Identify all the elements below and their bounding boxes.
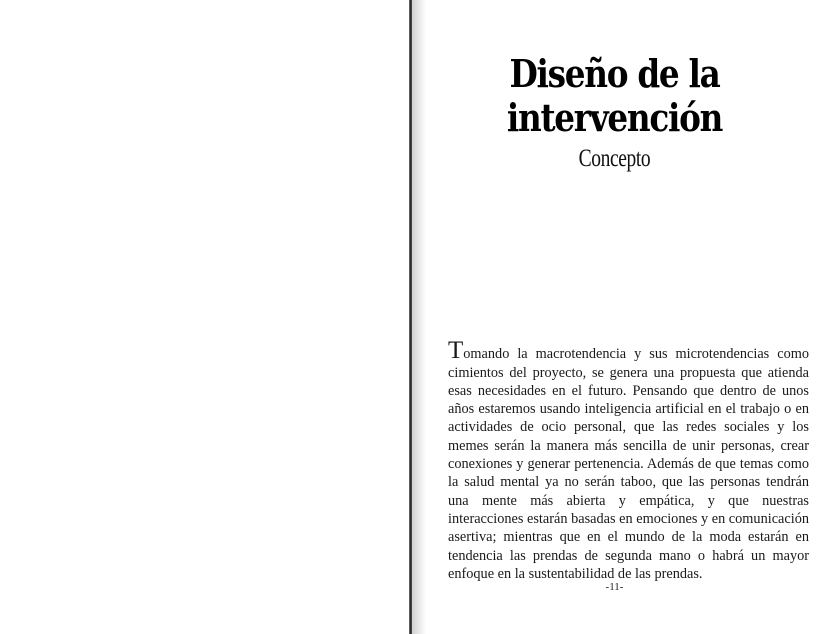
page-title-line-2: intervención — [506, 95, 723, 140]
page-title-line-1: Diseño de la — [509, 51, 720, 96]
right-page — [412, 0, 820, 634]
body-text: omando la macrotendencia y sus microtendencias como cimientos del proyecto, se genera una propuesta que atienda esas necesidades en el futuro. Pensando que dentro de unos años estaremos usando inteligencia artificial en el trabajo o en actividades de ocio personal, que las redes sociales y los memes serán la manera más sencilla de unir personas, crear conexiones y generar pertenencia. Además de que temas como la salud mental ya no serán taboo, que las personas tendrán una mente más abierta y empática, y que nuestras interacciones estarán basadas en emociones y en comunicación asertiva; mientras que en el mundo de la moda estarán en tendencia las prendas de segunda mano o habrá un mayor enfoque en la sustentabilidad de las prendas. — [448, 346, 809, 582]
left-page-blank — [0, 0, 409, 634]
page-subtitle: Concepto — [578, 145, 651, 172]
drop-cap: T — [448, 337, 464, 365]
body-paragraph — [448, 337, 809, 583]
page-number: -11- — [605, 581, 624, 593]
